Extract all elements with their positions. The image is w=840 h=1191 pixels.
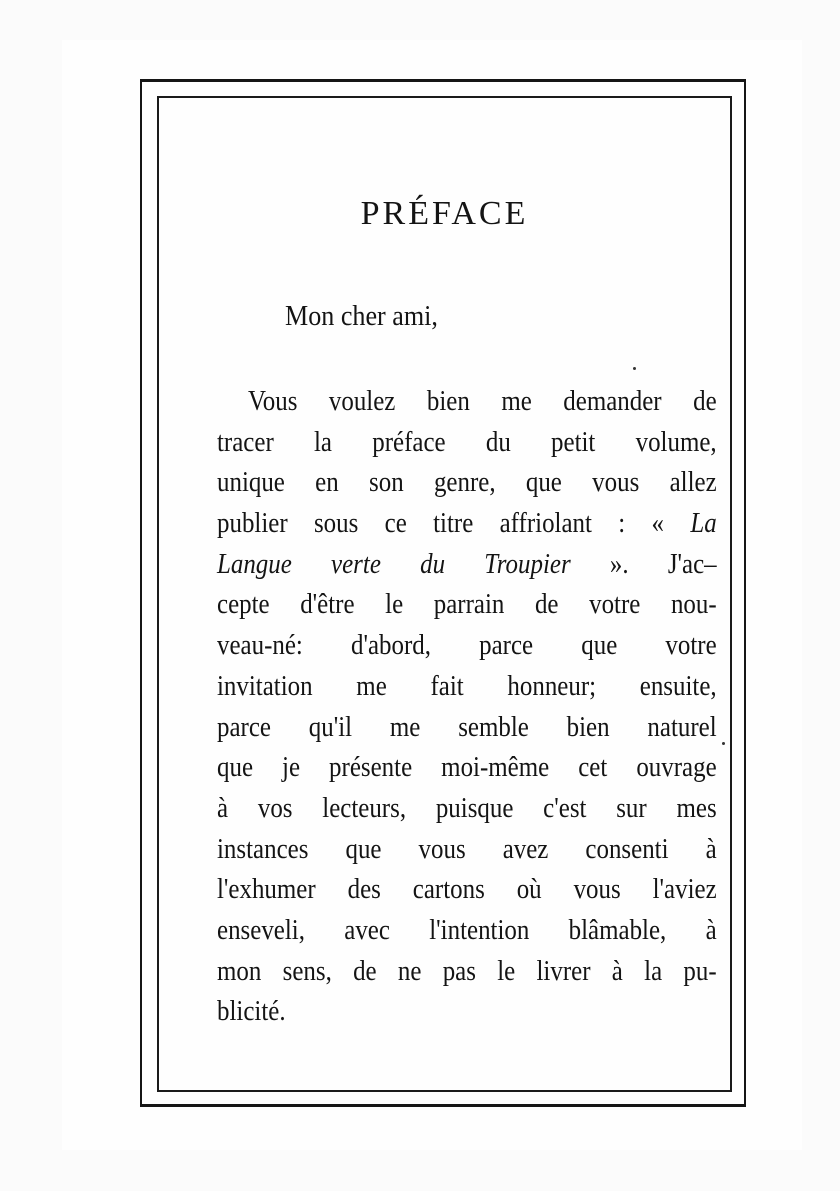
italic-title-part: Langue verte du Troupier <box>217 547 571 580</box>
text-line: Vous voulez bien me demander de <box>247 385 717 417</box>
text-line: invitation me fait honneur; ensuite, <box>217 669 717 702</box>
text-line: cepte d'être le parrain de votre nou- <box>217 588 717 621</box>
text-line: publier sous ce titre affriolant : « La <box>217 507 717 540</box>
text-line: que je présente moi-même cet ouvrage <box>217 751 717 784</box>
text-line: veau-né: d'abord, parce que votre <box>217 629 717 662</box>
ink-speck <box>633 367 636 370</box>
text-line: l'exhumer des cartons où vous l'aviez <box>217 873 717 906</box>
preface-paragraph <box>217 381 717 1032</box>
text-line: à vos lecteurs, puisque c'est sur mes <box>217 791 717 824</box>
text-line: enseveli, avec l'intention blâmable, à <box>217 913 717 946</box>
text-line: tracer la préface du petit volume, <box>217 425 717 458</box>
salutation: Mon cher ami, <box>285 300 438 332</box>
text-line: unique en son genre, que vous allez <box>217 466 717 499</box>
text-line: blicité. <box>217 995 286 1028</box>
page-title: PRÉFACE <box>360 195 529 232</box>
text-line: parce qu'il me semble bien naturel <box>217 710 717 743</box>
text-line: instances que vous avez consenti à <box>217 832 717 865</box>
text-line: Langue verte du Troupier ». J'ac– <box>217 547 717 580</box>
italic-title-part: La <box>690 507 717 540</box>
text-line: mon sens, de ne pas le livrer à la pu- <box>217 954 717 987</box>
ink-speck <box>722 742 725 745</box>
